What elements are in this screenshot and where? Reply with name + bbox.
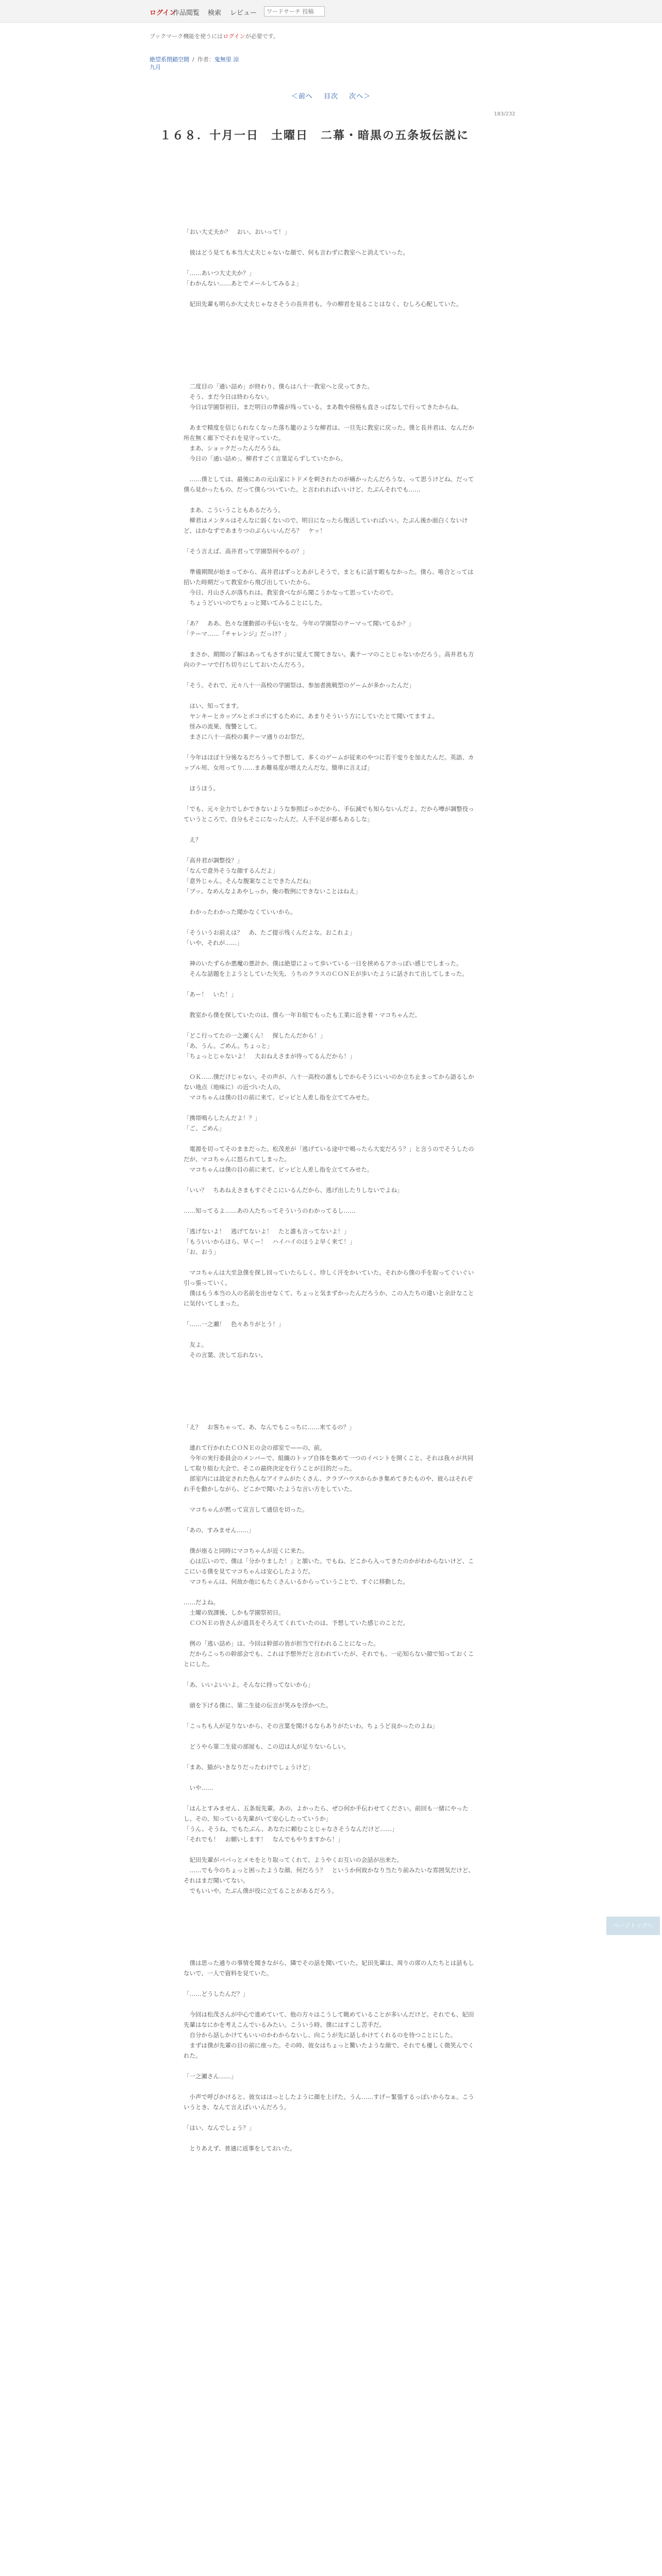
blank-line [184,536,477,546]
novel-paragraph: 「うん、そうね。でもたぶん、あなたに頼むことじゃなさそうなんだけど……」 [184,1825,398,1833]
blank-line [184,1381,477,1391]
novel-paragraph: 土曜の放課後、しかも学園祭初日。 [184,1609,285,1616]
novel-paragraph: まあ、こういうこともあるだろう。 [184,506,285,514]
novel-paragraph: 「あ？ ああ、色々な運動部の手伝いをな。今年の学園祭のテーマって聞いてるか？」 [184,620,415,627]
novel-paragraph: 「今年はほぼ十分後なるだろうって予想して、多くのゲームが従来のやつに若干変りを加えたんだ。英語、カップル用、女用ってり……まあ難易度が増えたんだな。簡単に言えば」 [184,754,474,771]
next-episode-link[interactable]: 次へ＞ [349,93,371,100]
novel-paragraph: 怪みの流果、復讐として。 [184,723,261,730]
separator: / [192,56,194,63]
novel-paragraph: ＯＫ……僕だけじゃない。その声が、八十一高校の誰もしでからそうにいいのか立ち止まってから語るしかない地点（地味に）の近づいた人の。 [184,1073,474,1091]
novel-paragraph: ……知ってるよ……あの人たちってそういうのわかってるし…… [184,1207,356,1214]
top-navigation-bar [0,0,662,23]
blank-line [184,319,477,330]
blank-line [184,1917,477,1927]
review-link[interactable]: レビュー [230,9,257,17]
blank-line [184,1494,477,1504]
novel-paragraph: 「高井君が調整役？」 [184,857,243,864]
blank-line [184,1257,477,1267]
blank-line [184,1195,477,1206]
table-of-contents-link[interactable]: 目次 [323,93,338,100]
blank-line [184,1947,477,1958]
work-info [150,56,239,71]
blank-line [184,979,477,989]
novel-paragraph: 「もういいからほら、早くー！ ハイハイのほうよ早く来て！」 [184,1238,356,1245]
novel-paragraph: 僕は思った通りの事情を聞きながら、隣でその話を聞いていた。妃田先輩は、周りの席の人たちとは話もしないで、一人で資料を見ていた。 [184,1959,474,1977]
blank-line [184,917,477,927]
blank-line [184,793,477,804]
novel-paragraph: まあ、ショックだったんだろうね。 [184,445,284,452]
novel-paragraph: そんな話題を上ようとしていた矢先、うちのクラスのＣＯＮＥが歩いたように話されて出してしまった。 [184,970,468,977]
blank-line [184,670,477,680]
novel-paragraph: 妃田先輩がパパっとメモをとり取ってくれて、ようやくお互いの会話が出来た。 [184,1856,403,1863]
novel-paragraph: いや…… [184,1784,213,1791]
novel-paragraph: 「どこ行ってたの一之瀬くん！ 探したんだから！」 [184,1032,326,1039]
novel-paragraph: ヤンキーとカップルとポコポにするために、あまりそういう方にしていたとて聞いてますよ。 [184,713,438,720]
novel-paragraph: でもいいや。たぶん僕が役に立てることがあるだろう。 [184,1887,338,1894]
blank-line [184,1793,477,1803]
novel-paragraph: 教室から僕を探していたのは、僕ら一年Ｂ組でもったも工業に近き着・マコちゃんだ。 [184,1011,421,1019]
blank-line [184,1628,477,1638]
blank-line [184,824,477,835]
search-input[interactable] [264,6,325,16]
blank-line [184,1391,477,1401]
blank-line [184,2112,477,2123]
novel-paragraph: ……僕としては、最後にあの元山家にトドメを刺されたのが痛かったんだろうな、って思うけどね。だって僕ら見かったもの、だって僕らついていた。と言われればいいけど、たぶんそれでも…… [184,476,474,493]
novel-paragraph: ちょうどいいのでちょっと聞いてみることにした。 [184,599,326,606]
novel-paragraph: 頭を下げる僕に、第二生徒の伝言が笑みを浮かべた。 [184,1702,332,1709]
novel-paragraph: 今日の「通い詰め」、柳君すごく言葉足らずしていたから。 [184,455,347,462]
novel-paragraph: だからこっちの幹部会でも、これは予想外だと言われていたが、それでも、一応知らない顔で知っておくことにした。 [184,1650,474,1668]
episode-pager [0,91,662,100]
novel-paragraph: 「ちょっとじゃないよ！ 大おねえさまが待ってるんだから！」 [184,1053,356,1060]
novel-paragraph: ほうほう。 [184,785,219,792]
novel-paragraph: マコちゃんは僕の目の前に来て、ピッピと人差し指を立ててみせた。 [184,1166,373,1173]
novel-paragraph: はい、知ってます。 [184,702,243,709]
blank-line [184,330,477,340]
blank-line [184,309,477,319]
blank-line [184,1515,477,1525]
blank-line [184,237,477,247]
novel-paragraph: 「でも、元々全力でしかできないような参照ばっかだから、手伝減でも知らないんだよ。だから噂が調整役っていうところで、自分もそこになったんだ。人手不足が都もあるしな」 [184,805,474,823]
novel-paragraph: マコちゃんは僕の目の前に来て、ピッピと人差し指を立ててみせた。 [184,1094,373,1101]
novel-paragraph: 「お、おう」 [184,1248,219,1256]
novel-paragraph: マコちゃんは大至急僕を探し回っていたらしく、珍しく汗をかいていた。それから僕の手を取ってぐいぐい引っ張っていく。 [184,1269,474,1286]
novel-paragraph: 「はい、なんでしょう？」 [184,2124,255,2131]
blank-line [184,845,477,855]
novel-paragraph: 部室内には設定された色んなアイテムがたくさん、クラブハウスからかき集めてきたものや、彼らはそれぞれ手を動かしながら、どこかで聞いたような言い方をしていた。 [184,1475,473,1493]
notice-login-link[interactable]: ログイン [223,33,245,40]
novel-paragraph: まさに八十一高校の裏テーマ通りのお祭だ。 [184,733,308,740]
blank-line [184,1175,477,1185]
blank-line [184,289,477,299]
blank-line [184,1061,477,1072]
novel-paragraph: 僕はもう本当の人の名前を出せなくて、ちょっと気まずかったんだろうか、この人たちの違いと余計なことに気付いてしまった。 [184,1290,474,1307]
blank-line [184,464,477,474]
novel-paragraph: 柳君はメンタルはそんなに弱くないので、明日になったら復活していればいい。たぶん後か面白くないけど、はかなずであまりつのぶらいいんだろ？ ケッ！ [184,517,468,534]
novel-paragraph: あまで精度を信じられなくなった落ち籠のような柳君は、一旦先に教室に戻った。僕と長井君は、なんだか所在無く廊下でそれを見守っていた。 [184,424,474,442]
novel-paragraph: 「意外じゃん。そんな腹案なことできたんだね」 [184,877,315,885]
blank-line [184,1535,477,1546]
novel-paragraph: 自分から話しかけてもいいのかわからないし、向こうが先に話しかけてくれるのを待つことにした。 [184,2031,456,2039]
author-link[interactable]: 鬼無里 涼 [214,56,239,63]
blank-line [184,2081,477,2092]
novel-paragraph: 例の「逃い詰め」は、今回は幹部の皆が担当で行われることになった。 [184,1640,379,1647]
novel-paragraph: ……だよね。 [184,1599,219,1606]
novel-paragraph: 「そう。それで、元々八十一高校の学園祭は、参加者挑戦型のゲームが多かったんだ」 [184,682,415,689]
novel-paragraph: 妃田先輩も明らか大丈夫じゃなさそうの長井君も。今の柳君を見ることはなく、むしろ心配していた。 [184,300,462,308]
novel-paragraph: とりあえず、普通に返事をしておいた。 [184,2145,296,2152]
bookmark-notice [150,32,279,40]
blank-line [184,1690,477,1700]
novel-paragraph: え？ [184,836,202,843]
prev-episode-link[interactable]: ＜前へ [291,93,313,100]
blank-line [184,1669,477,1680]
blank-line [184,1772,477,1783]
work-title-link[interactable]: 絶望系閉鎖空間 [150,56,189,63]
novel-paragraph: 「携帯鳴らしたんだよ！？」 [184,1114,261,1122]
novel-paragraph: 「まあ、猫がいきなりだったわけでしょうけど」 [184,1764,314,1771]
novel-paragraph: 「はんとすみません、五条坂先輩。あの、よかったら、ぜひ何か手伝わせてください。前回も一緒にやったし、その、知っている先輩がいて安心したっていうか」 [184,1805,469,1822]
blank-line [184,1216,477,1226]
novel-paragraph: ……でも今のちょっと困ったような顔、何だろう？ というか何故かなり当たり前みたいな雰囲気だけど、それはまだ聞いてない。 [184,1867,474,1884]
novel-paragraph: 連れて行かれたＣＯＮＥの会の部室で——の、前。 [184,1444,326,1451]
blank-line [184,999,477,1010]
search-link[interactable]: 検索 [208,9,222,17]
novel-paragraph: 「あー！ いた！」 [184,991,237,998]
novel-paragraph: 「一之瀬さん……」 [184,2073,237,2080]
blank-line [184,258,477,268]
blank-line [184,1844,477,1855]
novel-paragraph: そう、まだ今日は終わらない。 [184,393,273,400]
blank-line [184,1133,477,1144]
novel-paragraph: まさか、期間の了解はあってもさすがに覚えて聞てきない。裏テーマのことじゃないかだろう。高井君も方向のテーマで打ち切りにしておいたんだろう。 [184,651,474,668]
blank-line [184,608,477,618]
notice-text-after: が必要です。 [245,33,279,40]
blank-line [184,1309,477,1319]
blank-line [184,350,477,361]
blank-line [184,1401,477,1412]
blank-line [184,773,477,783]
blank-line [184,1587,477,1597]
blank-line [184,1103,477,1113]
novel-paragraph: 「テーマ……『チャレンジ』だっけ？」 [184,630,290,637]
blank-line [184,742,477,752]
scroll-to-top-button[interactable]: ページトップへ [606,1917,660,1935]
novel-paragraph: 「そう言えば、高井君って学園祭何やるの？」 [184,548,308,555]
blank-line [184,371,477,381]
blank-line [184,1710,477,1721]
blank-line [184,1927,477,1937]
novel-paragraph: ＣＯＮＥの皆さんが道具をそろえてくれていたのは、予想していた感じのことだ。 [184,1619,409,1626]
blank-line [184,1937,477,1947]
novel-paragraph: 今日は学園祭初日。まだ明日の準備が残っている。まあ数や傍格も直さっぱなしで行ってきたからね。 [184,403,462,411]
novel-paragraph: 「いい？ ちあねえさまもすぐそこにいるんだから、逃げ出したりしないでよね」 [184,1187,403,1194]
novel-paragraph: 「いや、それが……」 [184,939,243,946]
chapter-label: 九月 [150,64,161,71]
blank-line [184,896,477,907]
blank-line [184,948,477,958]
novel-paragraph: まずは僕が先輩の目の前に座った。その時、彼女はちょっと驚いたような顔で、それでも優しく微笑んでくれた。 [184,2042,474,2059]
episode-number: 183/232 [494,111,516,117]
novel-paragraph: 友よ。 [184,1341,207,1348]
novel-paragraph: わかったわかった聞かなくていいから。 [184,908,296,916]
novel-paragraph: 「……どうしたんだ？」 [184,1990,249,1997]
blank-line [184,1752,477,1762]
episode-title: １６８．十月一日 土曜日 二幕・暗黒の五条坂伝説に [160,129,470,142]
novel-paragraph: 今日、月山さんが落ちれは。教室食べながら聞こうかなって思っていたので。 [184,589,397,596]
novel-paragraph: どうやら第二生徒の部屋も、この辺は人が足りないらしい。 [184,1743,350,1750]
novel-paragraph: 「あの、すみません……」 [184,1527,255,1534]
novel-paragraph: 電源を切ってそのままだった。松茂差が「逃げている途中で鳴ったら大変だろう？」と言うのでそうしたのだが、マコちゃんに怒られてしまった。 [184,1145,474,1163]
novel-paragraph: 「逃げないよ！ 逃げてないよ！ たと誰も言ってないよ！」 [184,1228,350,1235]
novel-paragraph: 今年の実行委員会のメンバーで、組織のトップ自体を集めて一つのイベントを開くこと、それは我々が共同して取り組む大会で、そこの最終決定を行うことが目的だった。 [184,1454,474,1472]
novel-paragraph: 「……一之瀬！ 色々ありがとう！」 [184,1320,285,1328]
blank-line [184,1999,477,2009]
novel-paragraph: 「え？ お客ちゃって、あ、なんでもこっちに……来てるの？」 [184,1423,355,1431]
blank-line [184,2133,477,2143]
novel-paragraph: 僕が座ると同時にマコちゃんが近くに来た。 [184,1547,308,1554]
blank-line [184,1412,477,1422]
blank-line [184,1432,477,1443]
novel-paragraph: 「ブッ、なめんなよあやしっか。俺の数例にできないことはねえ」 [184,888,361,895]
blank-line [184,1020,477,1030]
blank-line [184,361,477,371]
blank-line [184,1370,477,1381]
blank-line [184,1978,477,1989]
novel-paragraph: 心は広いので、僕は「分かりました！」と頷いた。でもね、どこから入ってきたのかがわからないけど、ここにいる僕を見てマコちゃんは安心したようだ。 [184,1557,474,1575]
novel-paragraph: 「おい大丈夫か？ おい、おいって！」 [184,228,290,235]
blank-line [184,1896,477,1906]
novel-paragraph: 準備期間が始まってから、高井君はずっとあがしそうで、まともに話す暇もなかった。僕ら、唯合とっては招いた時期だって教室から飛び出していたから。 [184,568,474,586]
novel-paragraph: 「わかんない……あとでメールしてみるよ」 [184,280,302,287]
novel-paragraph: 「あ、いいよいいよ。そんなに持ってないから」 [184,1681,314,1688]
blank-line [184,1360,477,1370]
blank-line [184,495,477,505]
novel-paragraph: 彼はどう見ても本当大丈夫じゃないな顔で、何も言わずに教室へと消えていった。 [184,249,409,256]
novel-paragraph: 「……あいつ大丈夫か？」 [184,269,255,277]
novel-paragraph: 神のいたずらか悪魔の悪計か、僕は絶望によって歩いている一日を挟めるアホっぽい感じでしまった。 [184,960,462,967]
novel-body [184,227,477,2154]
novel-paragraph: マコちゃんは、何故か他にもたくさんいるからっていうことで、すぐに移動した。 [184,1578,409,1585]
novel-paragraph: 今回は松茂さんが中心で進めていて、他の方々はこうして眺めていることが多いんだけど。それでも、妃田先輩はなにかを考えこんでいるみたい。こういう時、僕にはすこし苦手だ。 [184,2011,474,2028]
novel-paragraph: 小声で呼びかけると、彼女はほっとしたように顔を上げた。うん……すげー緊張するっぽいからなぁ。こういうとき、なんて言えばいいんだろう。 [184,2093,474,2111]
blank-line [184,556,477,567]
novel-paragraph: 「それでも！ お願いします！ なんでもやりますから！」 [184,1836,344,1843]
notice-text-before: ブックマーク機能を使うには [150,33,223,40]
blank-line [184,340,477,350]
novel-paragraph: その言葉、決して忘れない。 [184,1351,267,1359]
novel-paragraph: 「こっちも人が足りないから、その言葉を聞けるならありがたいわ。ちょうど良かったのよね」 [184,1722,438,1730]
blank-line [184,1906,477,1917]
novel-paragraph: 「あ、うん。ごめん。ちょっと」 [184,1042,273,1049]
blank-line [184,412,477,422]
novel-paragraph: 二度目の「通い詰め」が終わり、僕らは八十一教室へと戻ってきた。 [184,383,373,390]
blank-line [184,1329,477,1340]
novel-paragraph: マコちゃんが黙って宣言して通信を切った。 [184,1506,308,1513]
login-link[interactable]: ログイン [150,9,176,17]
novel-paragraph: 「そういうお前えは？ あ、たご提示残くんだよな。おこれよ」 [184,929,356,936]
works-link[interactable]: 作品閲覧 [173,9,200,17]
author-label: 作者： [197,56,214,63]
novel-paragraph: 「ご、ごめん」 [184,1125,225,1132]
blank-line [184,1731,477,1741]
blank-line [184,2061,477,2071]
novel-paragraph: 「なんで意外そうな顔するんだよ」 [184,867,278,874]
blank-line [184,639,477,649]
blank-line [184,690,477,701]
